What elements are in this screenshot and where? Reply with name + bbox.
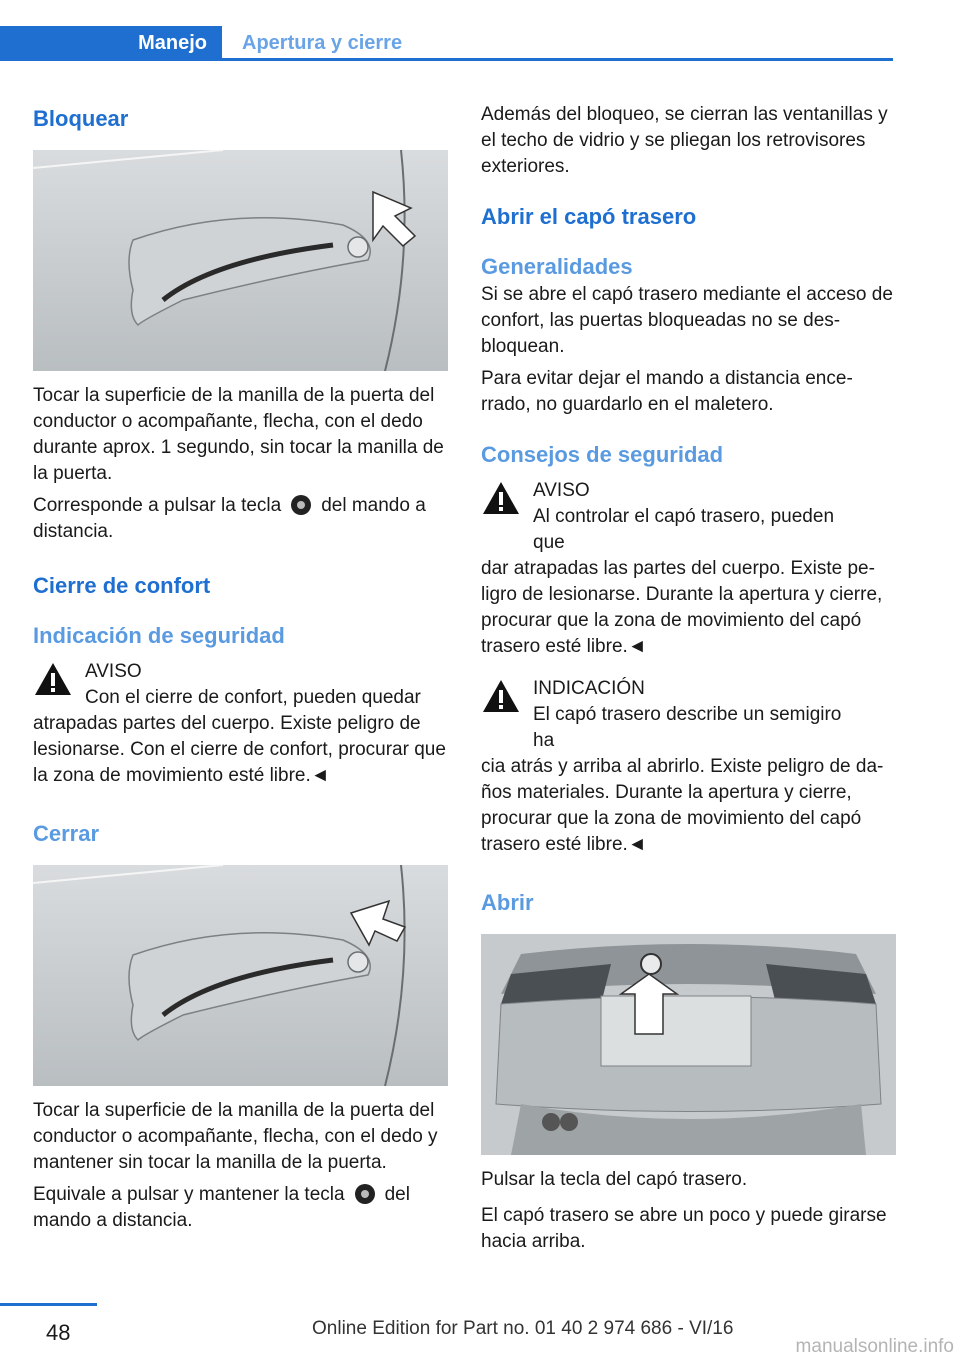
warning-block-cierre <box>33 659 448 711</box>
warning-triangle-icon <box>481 678 521 714</box>
heading-cerrar: Cerrar <box>33 821 100 846</box>
abrir-p1: Pulsar la tecla del capó trasero. <box>481 1169 748 1190</box>
indicacion-first-line: El capó trasero describe un semigiro ha <box>533 704 842 751</box>
door-handle-lock-figure <box>33 150 448 371</box>
warning-label: AVISO <box>85 661 142 682</box>
cerrar-key-text-b: del mando a distancia. <box>33 1184 410 1231</box>
warning-triangle-icon <box>33 661 73 697</box>
warning-block-indicacion <box>481 676 896 754</box>
heading-bloquear: Bloquear <box>33 106 129 131</box>
generalidades-p2: Para evitar dejar el mando a distancia encerrado, no guardarlo en el maletero. <box>481 368 853 415</box>
warning-triangle-icon <box>481 480 521 516</box>
trunk-figure <box>481 934 896 1155</box>
footer-rule <box>0 1303 97 1306</box>
heading-indicacion-de-seguridad: Indicación de seguridad <box>33 623 285 648</box>
heading-cierre-de-confort: Cierre de confort <box>33 573 211 598</box>
aviso-first-line: Al controlar el capó trasero, pueden que <box>533 506 835 553</box>
bloquear-key-text-a: Corresponde a pulsar la tecla <box>33 495 282 516</box>
bloquear-instructions: Tocar la superficie de la manilla de la puerta del conductor o acompañante, flecha, con el dedo durante aprox. 1 segundo, sin tocar la manilla de la puerta. <box>33 385 444 484</box>
edition-text: Online Edition for Part no. 01 40 2 974 686 - VI/16 <box>312 1318 734 1339</box>
generalidades-p1: Si se abre el capó trasero mediante el acceso de confort, las puertas bloqueadas no se desbloquean. <box>481 284 893 357</box>
door-handle-illustration <box>33 150 448 371</box>
intro-paragraph: Además del bloqueo, se cierran las ventanillas y el techo de vidrio y se pliegan los retrovisores exteriores. <box>481 104 888 177</box>
indicacion-label: INDICACIÓN <box>533 678 645 699</box>
tab-apertura-y-cierre[interactable] <box>242 26 402 61</box>
warning-text-rest: atrapadas partes del cuerpo. Existe peligro de lesionarse. Con el cierre de confort, procurar que la zona de movimiento esté libre.◄ <box>33 713 446 786</box>
heading-abrir-capo-trasero: Abrir el capó trasero <box>481 204 697 229</box>
warning-text-first-line: Con el cierre de confort, pueden quedar <box>85 687 421 708</box>
heading-generalidades: Generalidades <box>481 254 633 279</box>
door-handle-illustration-2 <box>33 865 448 1086</box>
heading-abrir: Abrir <box>481 890 534 915</box>
door-handle-close-figure <box>33 865 448 1086</box>
bloquear-key-note <box>33 493 448 545</box>
abrir-p2: El capó trasero se abre un poco y puede girarse hacia arriba. <box>481 1205 887 1252</box>
left-column <box>33 96 448 1234</box>
cerrar-key-text-a: Equivale a pulsar y mantener la tecla <box>33 1184 345 1205</box>
page-number: 48 <box>46 1320 71 1345</box>
watermark: manualsonline.info <box>795 1336 954 1357</box>
tab-manejo[interactable] <box>0 26 222 61</box>
tab-apertura-label: Apertura y cierre <box>242 32 403 54</box>
tab-manejo-label: Manejo <box>138 32 207 54</box>
indicacion-rest: cia atrás y arriba al abrirlo. Existe peligro de daños materiales. Durante la apertura y cierre, procurar que la zona de movimiento del capó trasero esté libre.◄ <box>481 756 884 855</box>
rear-car-illustration <box>481 934 896 1155</box>
cerrar-instructions: Tocar la superficie de la manilla de la puerta del conductor o acompañante, flecha, con el dedo y mantener sin tocar la manilla de la puerta. <box>33 1100 438 1173</box>
aviso-label: AVISO <box>533 480 590 501</box>
cerrar-key-note <box>33 1182 448 1234</box>
remote-lock-key-icon <box>291 495 311 515</box>
right-column <box>481 96 896 1255</box>
heading-consejos-de-seguridad: Consejos de seguridad <box>481 442 724 467</box>
warning-block-aviso <box>481 478 896 556</box>
aviso-rest: dar atrapadas las partes del cuerpo. Existe peligro de lesionarse. Durante la apertura y cierre, procurar que la zona de movimiento del capó trasero esté libre.◄ <box>481 558 883 657</box>
bloquear-key-text-b: del mando a distancia. <box>33 495 426 542</box>
remote-lock-key-icon-2 <box>355 1184 375 1204</box>
